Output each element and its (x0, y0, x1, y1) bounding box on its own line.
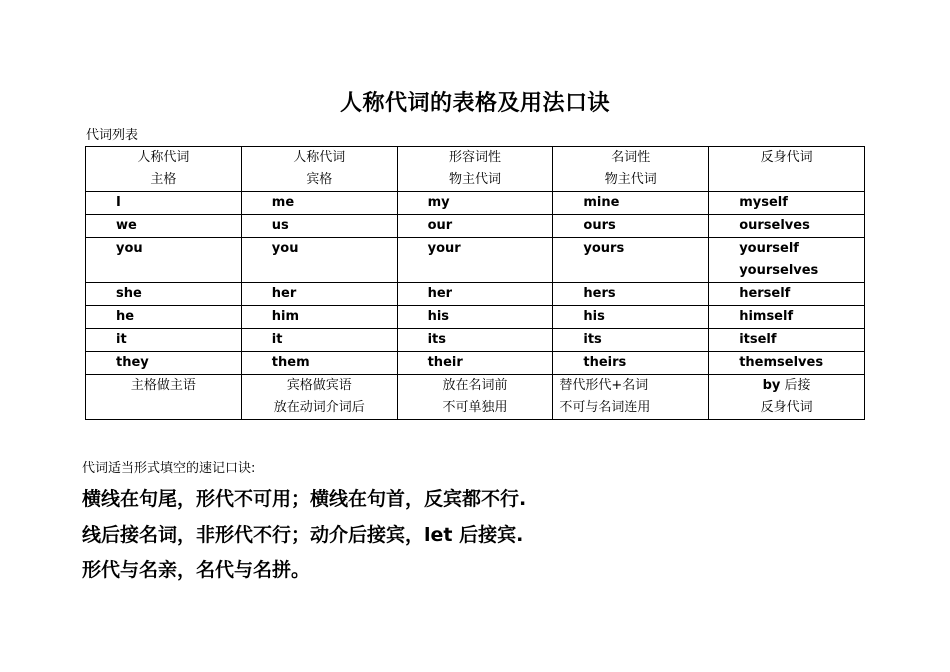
note-line: 反身代词 (760, 400, 813, 415)
table-cell: his (397, 306, 553, 329)
table-cell: our (397, 215, 553, 238)
note-line: 放在名词前 (442, 378, 508, 393)
table-cell: hers (553, 283, 709, 306)
page-title: 人称代词的表格及用法口诀 (339, 91, 610, 116)
note-line: 宾格做宾语 (286, 378, 352, 393)
header-line: 人称代词 (137, 150, 190, 165)
note-line: 替代形代+名词 (559, 378, 649, 393)
header-line: 人称代词 (293, 150, 346, 165)
table-cell: her (397, 283, 553, 306)
table-cell: she (86, 283, 242, 306)
table-cell: my (397, 192, 553, 215)
header-reflexive (709, 147, 865, 192)
header-line: 主格 (150, 172, 177, 187)
header-line: 宾格 (306, 172, 333, 187)
table-cell: us (241, 215, 397, 238)
header-noun-possessive (553, 147, 709, 192)
mnemonic-line: 线后接名词，非形代不行；动介后接宾，let 后接宾. (82, 524, 524, 546)
table-caption: 代词列表 (86, 128, 139, 143)
table-cell: mine (553, 192, 709, 215)
header-line: 物主代词 (604, 172, 657, 187)
table-cell: his (553, 306, 709, 329)
table-cell: they (86, 352, 242, 375)
table-cell: it (86, 329, 242, 352)
table-cell: him (241, 306, 397, 329)
table-cell: ourselves (709, 215, 865, 238)
table-row (86, 238, 865, 283)
note-line (709, 375, 864, 397)
header-line: 物主代词 (448, 172, 501, 187)
table-cell: its (553, 329, 709, 352)
table-cell: theirs (553, 352, 709, 375)
mnemonic-line: 横线在句尾，形代不可用；横线在句首，反宾都不行. (82, 488, 527, 510)
table-notes-row (86, 375, 865, 420)
header-line: 反身代词 (760, 150, 813, 165)
table-cell: you (86, 238, 242, 283)
table-row (86, 306, 865, 329)
table-cell: its (397, 329, 553, 352)
table-cell: her (241, 283, 397, 306)
header-line: 形容词性 (448, 150, 501, 165)
table-cell: ours (553, 215, 709, 238)
table-row (86, 283, 865, 306)
header-subject-case (86, 147, 242, 192)
table-cell: we (86, 215, 242, 238)
note-line: 主格做主语 (130, 378, 196, 393)
table-header-row (86, 147, 865, 192)
table-row (86, 329, 865, 352)
cell-line: yourselves (739, 263, 819, 278)
note-cell (709, 375, 865, 420)
table-cell: yours (553, 238, 709, 283)
note-line: 不可单独用 (442, 400, 508, 415)
note-line: 放在动词介词后 (273, 400, 365, 415)
header-line: 名词性 (611, 150, 651, 165)
note-line: 不可与名词连用 (559, 400, 651, 415)
header-object-case (241, 147, 397, 192)
table-row (86, 352, 865, 375)
mnemonic-caption: 代词适当形式填空的速记口诀: (82, 461, 256, 476)
table-cell: their (397, 352, 553, 375)
table-cell: you (241, 238, 397, 283)
table-cell: them (241, 352, 397, 375)
pronoun-table (85, 146, 865, 420)
mnemonic-line: 形代与名亲，名代与名拼。 (82, 559, 311, 581)
note-cell (241, 375, 397, 420)
cell-line: yourself (739, 241, 799, 256)
table-cell: myself (709, 192, 865, 215)
table-cell (709, 238, 865, 283)
note-line (86, 397, 241, 419)
table-cell: me (241, 192, 397, 215)
header-line (709, 169, 864, 191)
note-cell (86, 375, 242, 420)
table-cell: herself (709, 283, 865, 306)
table-cell: I (86, 192, 242, 215)
table-cell: himself (709, 306, 865, 329)
table-row (86, 192, 865, 215)
table-cell: themselves (709, 352, 865, 375)
table-cell: he (86, 306, 242, 329)
table-row (86, 215, 865, 238)
header-adjective-possessive (397, 147, 553, 192)
table-cell: itself (709, 329, 865, 352)
note-cell (397, 375, 553, 420)
table-cell: your (397, 238, 553, 283)
note-keyword: by (762, 378, 781, 393)
table-cell: it (241, 329, 397, 352)
note-text: 后接 (784, 378, 811, 393)
note-cell (553, 375, 709, 420)
